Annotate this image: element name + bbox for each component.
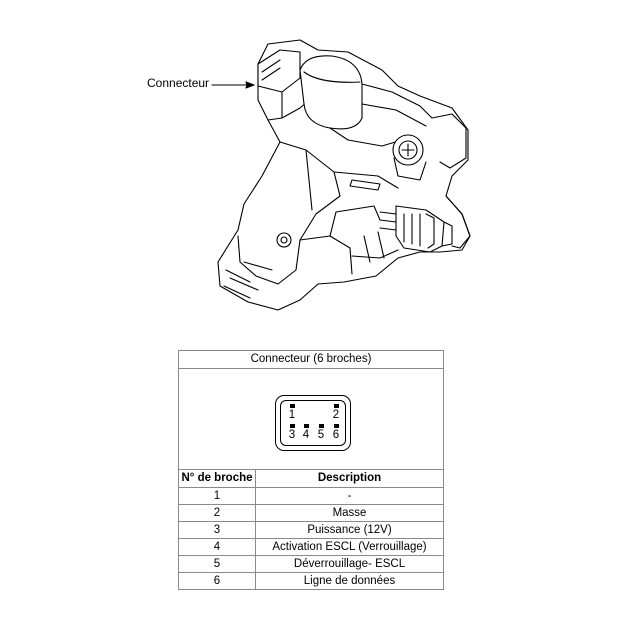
connector-diagram-cell <box>179 369 444 470</box>
pin-label: 1 <box>285 404 299 421</box>
connector-pin-table <box>178 350 444 590</box>
table-row <box>179 522 444 539</box>
pin-number: 2 <box>179 505 256 522</box>
pin-description: Ligne de données <box>256 573 444 590</box>
table-row <box>179 573 444 590</box>
pin-description: Puissance (12V) <box>256 522 444 539</box>
top-cylinder <box>300 56 362 129</box>
connector-callout-label: Connecteur <box>147 76 210 90</box>
column-header-pin: N° de broche <box>179 470 256 488</box>
table-row <box>179 539 444 556</box>
pin-label: 6 <box>329 424 343 441</box>
pin-number: 5 <box>179 556 256 573</box>
pin-number: 1 <box>179 488 256 505</box>
table-row <box>179 488 444 505</box>
pin-description: - <box>256 488 444 505</box>
pin-label: 5 <box>314 424 328 441</box>
pin-number: 6 <box>179 573 256 590</box>
body-hole <box>277 233 291 247</box>
pin-label: 4 <box>299 424 313 441</box>
table-row <box>179 556 444 573</box>
pin-description: Activation ESCL (Verrouillage) <box>256 539 444 556</box>
pin-description: Déverrouillage- ESCL <box>256 556 444 573</box>
table-row <box>179 505 444 522</box>
connector-face-diagram <box>275 395 351 451</box>
pin-description: Masse <box>256 505 444 522</box>
pin-label: 3 <box>285 424 299 441</box>
table-caption: Connecteur (6 broches) <box>179 351 444 369</box>
pin-label: 2 <box>329 404 343 421</box>
column-header-description: Description <box>256 470 444 488</box>
pin-number: 4 <box>179 539 256 556</box>
pin-number: 3 <box>179 522 256 539</box>
